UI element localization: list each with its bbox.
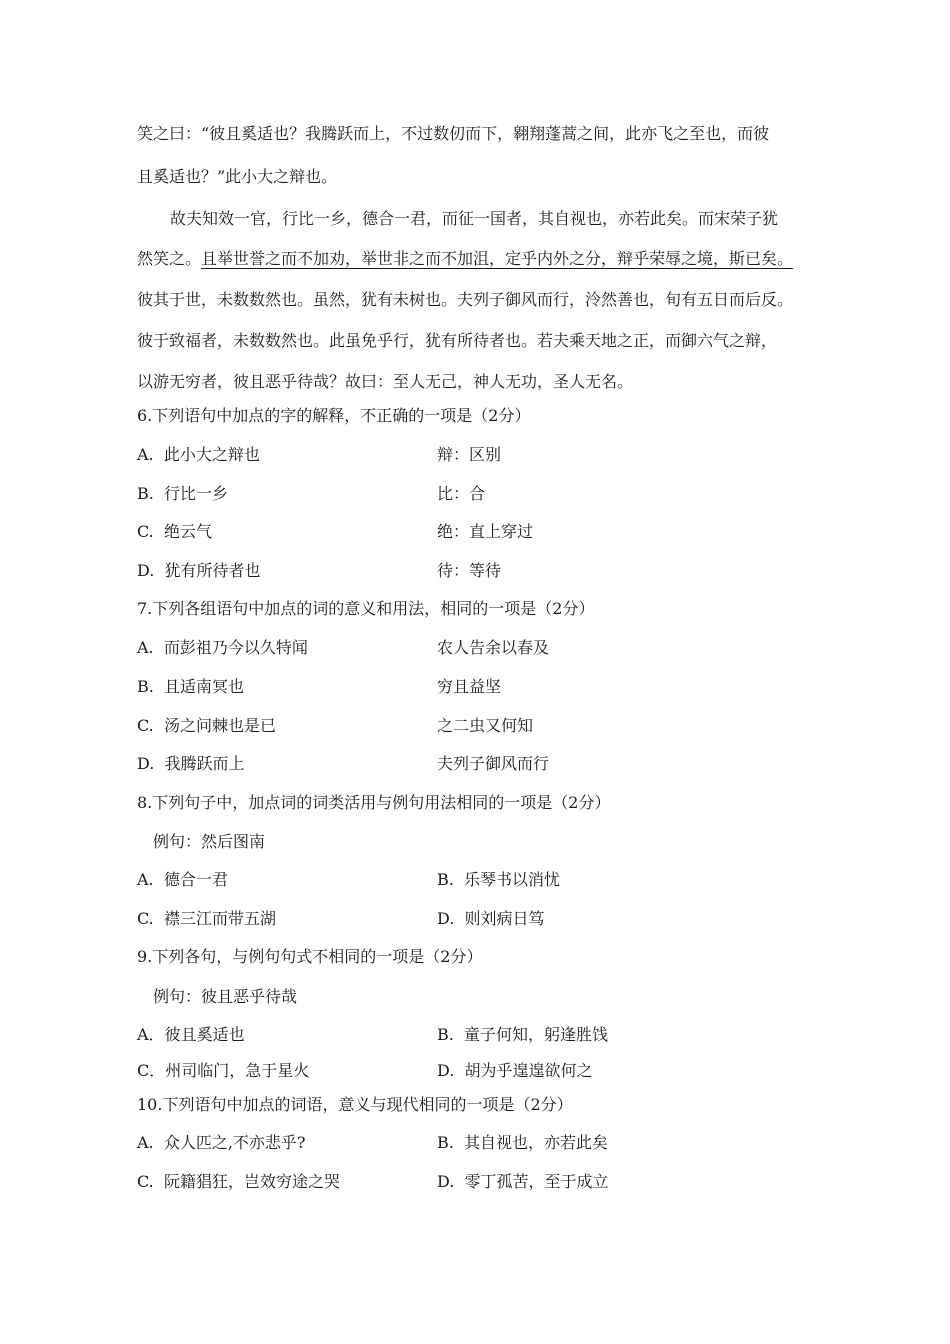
question-6-stem: 6.下列语句中加点的字的解释，不正确的一项是（2分） <box>137 406 531 425</box>
q8-option-c: C. 襟三江而带五湖 <box>137 909 276 928</box>
q9-option-d: D. 胡为乎遑遑欲何之 <box>437 1061 593 1080</box>
q7-option-a: A. 而彭祖乃今以久特闻 <box>137 638 308 657</box>
passage-line: 故夫知效一官，行比一乡，德合一君，而征一国者，其自视也，亦若此矣。而宋荣子犹 <box>170 209 779 228</box>
q9-example: 例句：彼且恶乎待哉 <box>153 987 298 1006</box>
q8-example: 例句：然后图南 <box>153 832 266 851</box>
q6-option-c: C. 绝云气 <box>137 522 212 541</box>
q6-option-d: D. 犹有所待者也 <box>137 561 261 580</box>
q7-option-d-right: 夫列子御风而行 <box>437 754 550 773</box>
passage-line: 彼于致福者，未数数然也。此虽免乎行，犹有所待者也。若夫乘天地之正，而御六气之辩， <box>137 331 778 350</box>
q9-option-c: C．州司临门，急于星火 <box>137 1061 310 1080</box>
q9-option-b: B. 童子何知，躬逢胜饯 <box>437 1025 609 1044</box>
q10-option-b: B. 其自视也，亦若此矣 <box>437 1133 609 1152</box>
q7-option-c: C. 汤之问棘也是已 <box>137 716 276 735</box>
q9-option-a: A．彼且奚适也 <box>137 1025 245 1044</box>
question-8-stem: 8.下列句子中，加点词的词类活用与例句用法相同的一项是（2分） <box>137 793 611 812</box>
q10-option-a: A. 众人匹之,不亦悲乎? <box>137 1133 306 1152</box>
q8-option-d: D. 则刘病日笃 <box>437 909 545 928</box>
q6-option-b: B. 行比一乡 <box>137 484 229 503</box>
passage-line: 彼其于世，未数数然也。虽然，犹有未树也。夫列子御风而行，泠然善也，旬有五日而后反。 <box>137 290 794 309</box>
passage-line <box>137 249 793 269</box>
passage-line: 且奚适也？”此小大之辩也。 <box>137 167 338 186</box>
q7-option-d: D. 我腾跃而上 <box>137 754 245 773</box>
q6-gloss-b: 比：合 <box>437 484 486 503</box>
q6-gloss-c: 绝：直上穿过 <box>437 522 534 541</box>
passage-line: 以游无穷者，彼且恶乎待哉？故曰：至人无己，神人无功，圣人无名。 <box>137 372 634 391</box>
q7-option-b: B. 且适南冥也 <box>137 677 245 696</box>
q7-option-c-right: 之二虫又何知 <box>437 716 534 735</box>
q8-option-a: A. 德合一君 <box>137 870 228 889</box>
q8-option-b: B. 乐琴书以消忧 <box>437 870 561 889</box>
q10-option-c: C. 阮籍猖狂，岂效穷途之哭 <box>137 1172 340 1191</box>
question-7-stem: 7.下列各组语句中加点的词的意义和用法，相同的一项是（2分） <box>137 599 595 618</box>
passage-text: 然笑之。 <box>137 249 202 268</box>
underlined-sentence: 且举世誉之而不加劝，举世非之而不加沮，定乎内外之分，辩乎荣辱之境，斯已矣。 <box>201 249 794 268</box>
question-9-stem: 9.下列各句，与例句句式不相同的一项是（2分） <box>137 947 483 966</box>
q7-option-b-right: 穷且益坚 <box>437 677 502 696</box>
q6-gloss-d: 待：等待 <box>437 561 502 580</box>
q7-option-a-right: 农人告余以春及 <box>437 638 550 657</box>
q10-option-d: D. 零丁孤苦，至于成立 <box>437 1172 609 1191</box>
q6-option-a: A. 此小大之辩也 <box>137 445 260 464</box>
passage-line: 笑之曰：“彼且奚适也？我腾跃而上，不过数仞而下，翱翔蓬蒿之间，此亦飞之至也，而彼 <box>137 124 770 143</box>
q6-gloss-a: 辩：区别 <box>437 445 502 464</box>
question-10-stem: 10.下列语句中加点的词语，意义与现代相同的一项是（2分） <box>137 1095 573 1114</box>
